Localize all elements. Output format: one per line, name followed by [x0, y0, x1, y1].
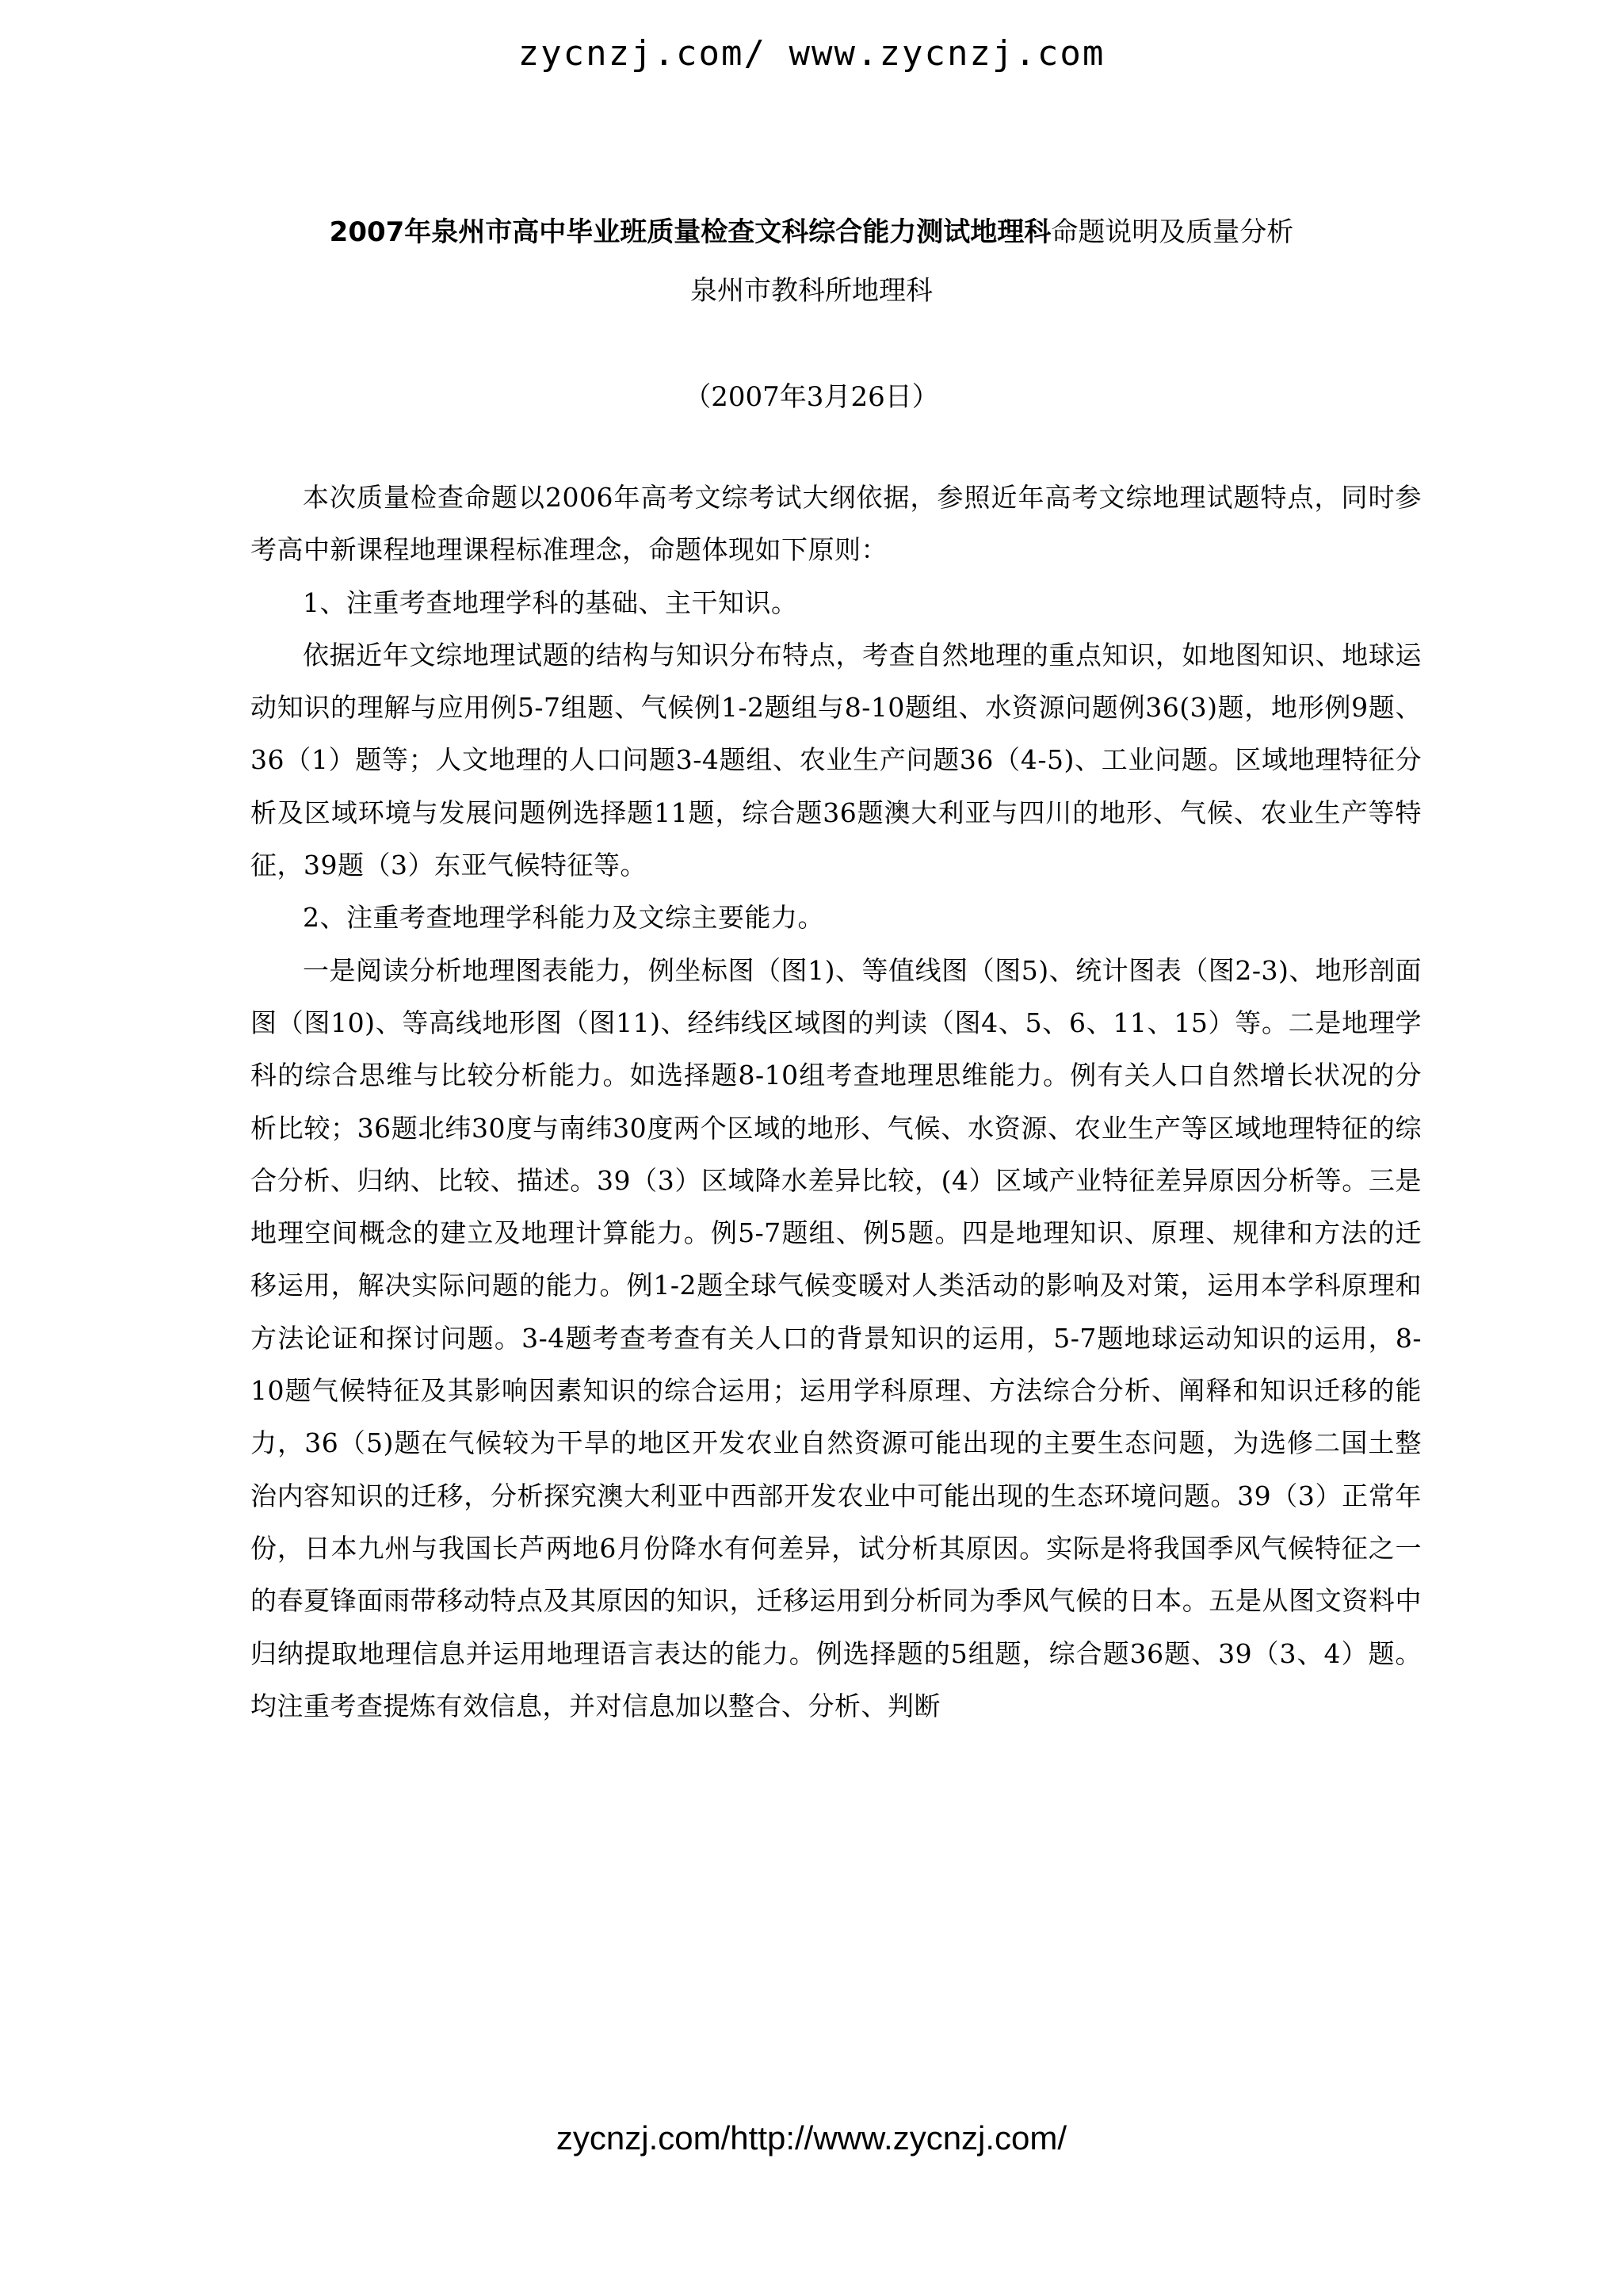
document-author: 泉州市教科所地理科 [690, 275, 933, 307]
document-date: （2007年3月26日） [684, 381, 939, 413]
paragraph-principle-1-detail: 依据近年文综地理试题的结构与知识分布特点，考查自然地理的重点知识，如地图知识、地球运动知识的理解与应用例5-7组题、气候例1-2题组与8-10题组、水资源问题例36(3)题，地形例9题、36（1）题等；人文地理的人口问题3-4题组、农业生产问题36（4-5)、工业问题。区域地理特征分析及区域环境与发展问题例选择题11题，综合题36题澳大利亚与四川的地形、气候、农业生产等特征，39题（3）东亚气候特征等。 [250, 639, 1422, 881]
page-header-watermark: zycnzj.com/ www.zycnzj.com [517, 33, 1106, 74]
paragraph-intro: 本次质量检查命题以2006年高考文综考试大纲依据，参照近年高考文综地理试题特点，同时参考高中新课程地理课程标准理念，命题体现如下原则： [250, 482, 1422, 566]
paragraph-principle-1-heading: 1、注重考查地理学科的基础、主干知识。 [303, 586, 798, 618]
paragraph-principle-2-detail: 一是阅读分析地理图表能力，例坐标图（图1)、等值线图（图5)、统计图表（图2-3)、地形剖面图（图10)、等高线地形图（图11)、经纬线区域图的判读（图4、5、6、11、15）等。二是地理学科的综合思维与比较分析能力。如选择题8-10组考查地理思维能力。例有关人口自然增长状况的分析比较；36题北纬30度与南纬30度两个区域的地形、气候、水资源、农业生产等区域地理特征的综合分析、归纳、比较、描述。39（3）区域降水差异比较，(4）区域产业特征差异原因分析等。三是地理空间概念的建立及地理计算能力。例5-7题组、例5题。四是地理知识、原理、规律和方法的迁移运用，解决实际问题的能力。例1-2题全球气候变暖对人类活动的影响及对策，运用本学科原理和方法论证和探讨问题。3-4题考查考查有关人口的背景知识的运用，5-7题地球运动知识的运用，8-10题气候特征及其影响因素知识的综合运用；运用学科原理、方法综合分析、阐释和知识迁移的能力，36（5)题在气候较为干旱的地区开发农业自然资源可能出现的主要生态问题，为选修二国土整治内容知识的迁移，分析探究澳大利亚中西部开发农业中可能出现的生态环境问题。39（3）正常年份，日本九州与我国长芦两地6月份降水有何差异，试分析其原因。实际是将我国季风气候特征之一的春夏锋面雨带移动特点及其原因的知识，迁移运用到分析同为季风气候的日本。五是从图文资料中归纳提取地理信息并运用地理语言表达的能力。例选择题的5组题，综合题36题、39（3、4）题。均注重考查提炼有效信息，并对信息加以整合、分析、判断 [250, 954, 1422, 1721]
document-body [250, 472, 1422, 1733]
document-title-rest: 命题说明及质量分析 [1051, 216, 1294, 248]
document-title-bold: 2007年泉州市高中毕业班质量检查文科综合能力测试地理科 [329, 216, 1052, 248]
document-title [0, 212, 1623, 252]
page-footer-watermark: zycnzj.com/http://www.zycnzj.com/ [556, 2119, 1067, 2157]
paragraph-principle-2-heading: 2、注重考查地理学科能力及文综主要能力。 [303, 902, 824, 934]
